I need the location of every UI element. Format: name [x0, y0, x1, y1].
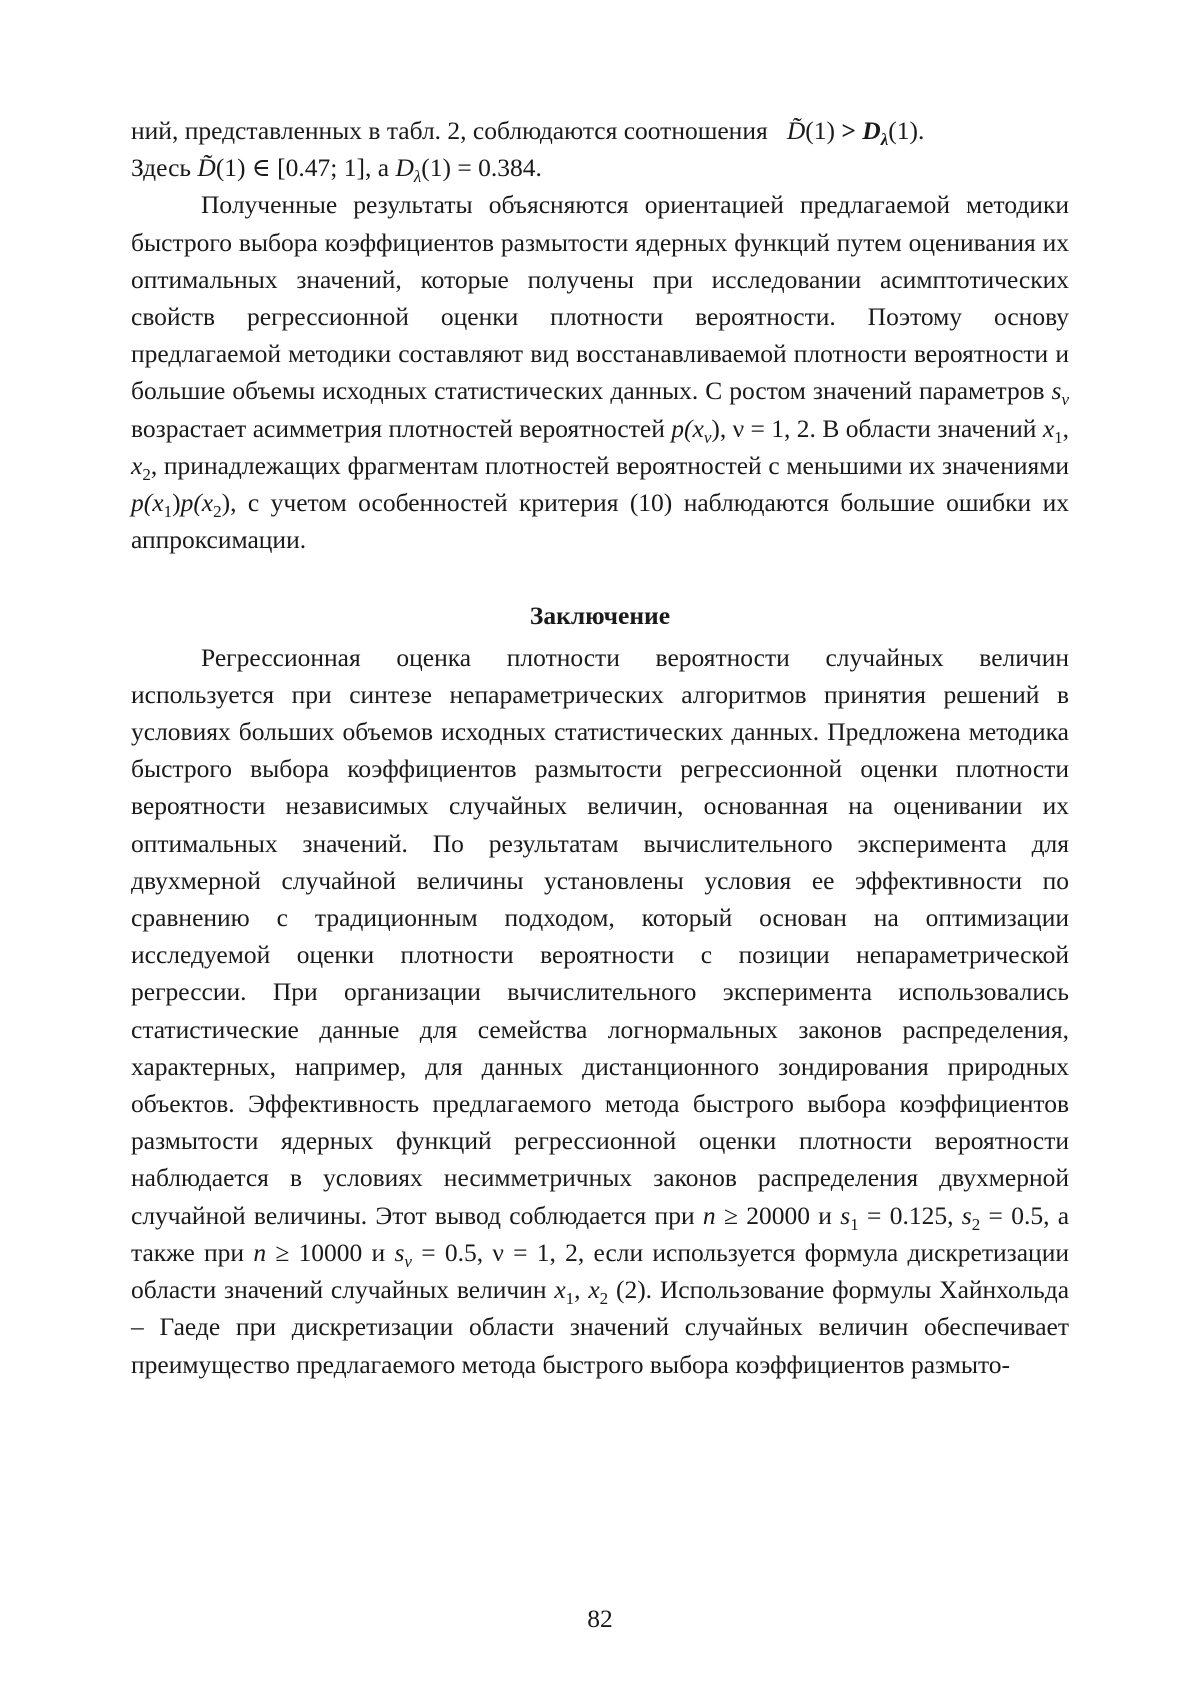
subscript-2: 2 [971, 1214, 981, 1234]
conclusion-text: если используется формула дискретизации области значений случайных величин [131, 1237, 1069, 1305]
results-text: Полученные результаты объясняются ориентацией предлагаемой методики быстрого выбора коэффициентов размытости ядерных функций путем оценивания их оптимальных значений, которые получены при исследовании асимптотических свойств регрессионной оценки плотности вероятности. Поэтому основу предлагаемой методики составляют вид восстанавливаемой плотности вероятности и большие объемы исходных статистических данных. С ростом значений параметров [131, 190, 1069, 406]
formula-lambda-subscript: λ [413, 167, 422, 187]
condition: ≥ 10000 и [275, 1237, 386, 1267]
conclusion-text: Регрессионная оценка плотности вероятности случайных величин используется при синтезе непараметрических алгоритмов принятия решений в условиях больших объемов исходных статистических данных. Предложена методика быстрого выбора коэффициентов размытости регрессионной оценки плотности вероятности независимых случайных величин, основанная на оценивании их оптимальных значений. По результатам вычислительного эксперимента для двухмерной случайной величины установлены условия ее эффективности по сравнению с традиционным подходом, который основан на оптимизации исследуемой оценки плотности вероятности с позиции непараметрической регрессии. При организации вычислительного эксперимента использовались статистические данные для семейства логнормальных законов распределения, характерных, например, для данных дистанционного зондирования природных объектов. Эффективность предлагаемого метода быстрого выбора коэффициентов размытости ядерных функций регрессионной оценки плотности вероятности наблюдается в условиях несимметричных законов распределения двухмерной случайной величины. Этот вывод соблюдается при [131, 642, 1069, 1230]
formula-d-lambda: D [862, 116, 881, 145]
symbol-x: x [1042, 413, 1055, 443]
symbol-s: s [961, 1200, 972, 1230]
page-number: 82 [587, 1604, 613, 1633]
value: = 0.5, ν = 1, 2, [421, 1237, 585, 1267]
intro-here: Здесь [131, 153, 192, 183]
subscript-1: 1 [850, 1214, 859, 1234]
formula-d-lambda: D [395, 153, 414, 183]
condition: ≥ 20000 и [723, 1200, 832, 1230]
subscript-1: 1 [1054, 427, 1063, 447]
subscript-nu: ν [404, 1251, 412, 1271]
symbol-s: s [394, 1237, 405, 1267]
formula-paren: ) [221, 488, 231, 518]
subscript-2: 2 [142, 464, 151, 484]
subscript-1: 1 [565, 1289, 575, 1309]
formula-paren: ) [711, 413, 720, 443]
formula-paren: ) [172, 488, 181, 518]
punctuation: . [917, 116, 925, 145]
value: = 0.125, [867, 1200, 954, 1230]
formula-p-x2: p(x [180, 488, 214, 518]
formula-nu-range: , ν = 1, 2. [719, 413, 816, 443]
punctuation: , [1062, 413, 1070, 443]
formula-lambda-subscript: λ [880, 130, 889, 149]
intro-and: а [377, 153, 390, 183]
subscript-1: 1 [163, 502, 173, 522]
subscript-2: 2 [599, 1289, 609, 1309]
formula-p-x: p(x [671, 413, 704, 443]
subscript-nu: ν [703, 427, 712, 447]
paragraph-intro [131, 112, 1069, 186]
intro-line1: ний, представленных в табл. 2, соблюдаются соотношения [131, 116, 768, 145]
subscript-nu: ν [1061, 390, 1070, 410]
paragraph-conclusion [131, 639, 1069, 1383]
formula-arg: (1) [888, 116, 918, 145]
results-text: В области значений [822, 413, 1037, 443]
symbol-s: s [840, 1200, 851, 1230]
formula-value: (1) = 0.384. [421, 153, 542, 183]
symbol-x: x [554, 1275, 566, 1305]
punctuation: , [574, 1275, 581, 1305]
text-body [131, 112, 1069, 1383]
formula-greater-than: > [841, 116, 856, 145]
formula-d-double-tilde: D̃̃ [786, 116, 806, 145]
results-text: , с учетом особенностей критерия (10) наблюдаются большие ошибки их аппроксимации. [131, 488, 1069, 555]
symbol-s: s [1051, 376, 1062, 406]
symbol-n: n [702, 1200, 716, 1230]
results-text: , принадлежащих фрагментам плотностей вероятностей с меньшими их значениями [150, 450, 1069, 480]
paragraph-results [131, 186, 1069, 558]
formula-d-double-tilde: D̃̃ [197, 153, 216, 183]
formula-interval: (1) ∈ [0.47; 1], [215, 153, 372, 183]
results-text: возрастает асимметрия плотностей вероятностей [131, 413, 665, 443]
subscript-2: 2 [213, 502, 222, 522]
symbol-x: x [131, 450, 143, 480]
symbol-n: n [253, 1237, 267, 1267]
formula-p-x1: p(x [131, 488, 164, 518]
formula-arg: (1) [805, 116, 835, 145]
conclusion-text: (2). Использование формулы Хайнхольда – Гаеде при дискретизации области значений случайных величин обеспечивает преимущество предлагаемого метода быстрого выбора коэффициентов размыто- [131, 1275, 1070, 1379]
section-heading: Заключение [529, 601, 671, 631]
symbol-x: x [588, 1275, 600, 1305]
value: = 0.5, а также при [131, 1200, 1070, 1267]
